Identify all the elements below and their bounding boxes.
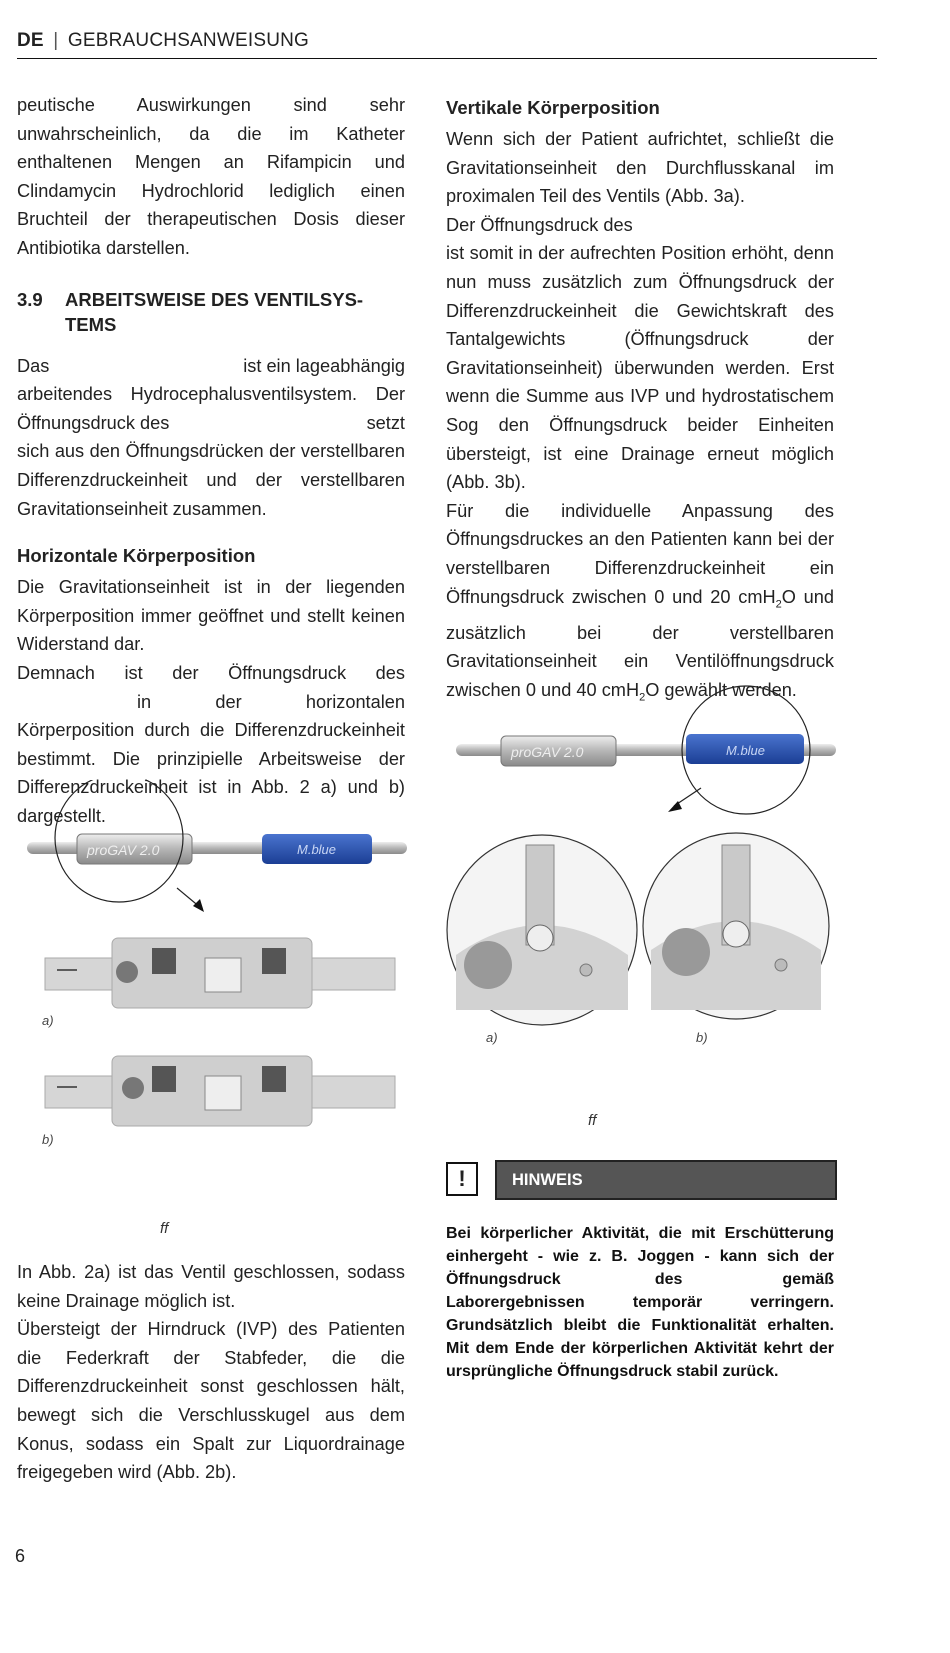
hinweis-title: HINWEIS [512,1171,583,1189]
text-setzt: setzt [366,412,405,433]
note-text-a: Bei körperlicher Aktivität, die mit Erschütterung einhergeht - wie z. B. Joggen - kann sich der Öffnungsdruck des [446,1225,834,1288]
text-lageabhaengig: ist ein lageabhängig [243,355,405,376]
cross-section-a [45,938,395,1008]
figure-caption-ligature-right: ff [588,1112,597,1129]
text-adjust-c: O gewählt werden. [645,679,797,700]
text-aufrechten-position: ist somit in der aufrechten Position erhöht, denn nun muss zusätzlich zum Öffnungsdruck der Differenzdruckeinheit die Gewichtskraft des Tantalgewichts (Öffnungsdruck der Gravitationseinheit) überwunden werden. Erst wenn die Summe aus IVP und hydrostatischem Sog den Öffnungsdruck beider Einheiten übersteigt, ist eine Drainage erneut möglich (Abb. 3b). [446,243,834,493]
detail-a [447,835,637,1025]
caption-a: a) [42,1013,54,1028]
text-das: Das [17,355,50,376]
caption-a-right: a) [486,1030,498,1045]
valve-diagram-right [446,680,846,1060]
hinweis-text [446,1222,834,1383]
right-column [446,97,834,712]
hinweis-banner [495,1160,837,1200]
paragraph-gravity-open: Die Gravitationseinheit ist in der liegenden Körperposition immer geöffnet und stellt keinen Widerstand dar. [17,577,405,655]
label-progav: proGAV 2.0 [87,842,160,858]
text-sub-2: 2 [639,691,646,704]
label-mblue: M.blue [297,842,337,857]
text-zusammen: sich aus den Öffnungsdrücken der verstellbaren Differenzdruckeinheit und der verstellbaren Gravitationseinheit zusammen. [17,441,405,519]
label-mblue-right: M.blue [726,743,766,758]
text-sub-1: 2 [775,598,782,611]
text-arbeitendes: arbeitendes Hydrocephalusventilsystem. Der [17,384,405,405]
page-number: 6 [15,1546,26,1566]
text-demnach: Demnach ist der Öffnungsdruck des [17,662,405,683]
section-number: 3.9 [17,288,43,310]
figure-caption-ligature-left: ff [160,1220,169,1237]
arrow-icon [193,899,204,912]
paragraph-opening-pressure [446,211,834,497]
page-header [17,30,877,59]
paragraph-upright: Wenn sich der Patient aufrichtet, schließt die Gravitationseinheit den Durchflusskanal im proximalen Teil des Ventils (Abb. 3a). [446,129,834,207]
text-der-oeffnungsdruck: Der Öffnungsdruck des [446,214,633,235]
left-column [17,91,405,830]
label-progav-right: proGAV 2.0 [511,744,584,760]
paragraph-antibiotics: peutische Auswirkungen sind sehr unwahrscheinlich, da die im Katheter enthaltenen Mengen an Rifampicin und Clindamycin Hydrochlorid lediglich einen Bruchteil der therapeutischen Dosis dieser Antibiotika darstellen. [17,95,405,258]
text-adjust-a: Für die individuelle Anpassung des Öffnungsdruckes an den Patienten kann bei der verstellbaren Differenzdruckeinheit ein Öffnungsdruck zwischen 0 und 20 cmH [446,500,834,607]
text-adjust-b: O und zusätzlich bei der verstellbaren Gravitationseinheit ein Ventilöffnungsdruck zwischen 0 und 40 cmH [446,586,835,700]
caption-b-right: b) [696,1030,708,1045]
left-column-bottom [17,1258,405,1487]
heading-vertical: Vertikale Körperposition [446,97,660,118]
section-title-line2: TEMS [65,313,117,335]
note-text-b: gemäß Laborergebnissen temporär verringern. Grundsätzlich bleibt die Funktionalität erhalten. Mit dem Ende der körperlichen Aktivität kehrt der ursprüngliche Öffnungsdruck stabil zurück. [446,1271,834,1380]
header-separator: | [53,30,59,51]
paragraph-closed: In Abb. 2a) ist das Ventil geschlossen, sodass keine Drainage möglich ist. [17,1262,405,1311]
detail-b [643,833,829,1019]
warning-icon: ! [446,1162,478,1196]
header-lang: DE [17,30,44,51]
figure-differential-unit [17,780,417,1170]
text-oeffnungsdruck-des: Öffnungsdruck des [17,412,170,433]
figure-gravitational-unit [446,680,846,1060]
section-heading [17,287,405,337]
section-title-line1: ARBEITSWEISE DES VENTILSYS- [65,288,364,310]
cross-section-b [45,1056,395,1126]
paragraph-ivp: Übersteigt der Hirndruck (IVP) des Patienten die Federkraft der Stabfeder, die die Differenzdruckeinheit sonst geschlossen hält, bewegt sich die Verschlusskugel aus dem Konus, sodass ein Spalt zur Liquordrainage freigegeben wird (Abb. 2b). [17,1319,405,1483]
text-horizontal-position: in der horizontalen Körperposition durch die Differenzdruckeinheit bestimmt. Die prinzipielle Arbeitsweise der Differenzdruckeinheit ist in Abb. 2 a) und b) dargestellt. [17,691,405,826]
valve-diagram-left [17,780,417,1170]
caption-b: b) [42,1132,54,1147]
header-title: GEBRAUCHSANWEISUNG [67,30,310,51]
paragraph-valve-system [17,352,405,524]
heading-horizontal: Horizontale Körperposition [17,545,256,567]
